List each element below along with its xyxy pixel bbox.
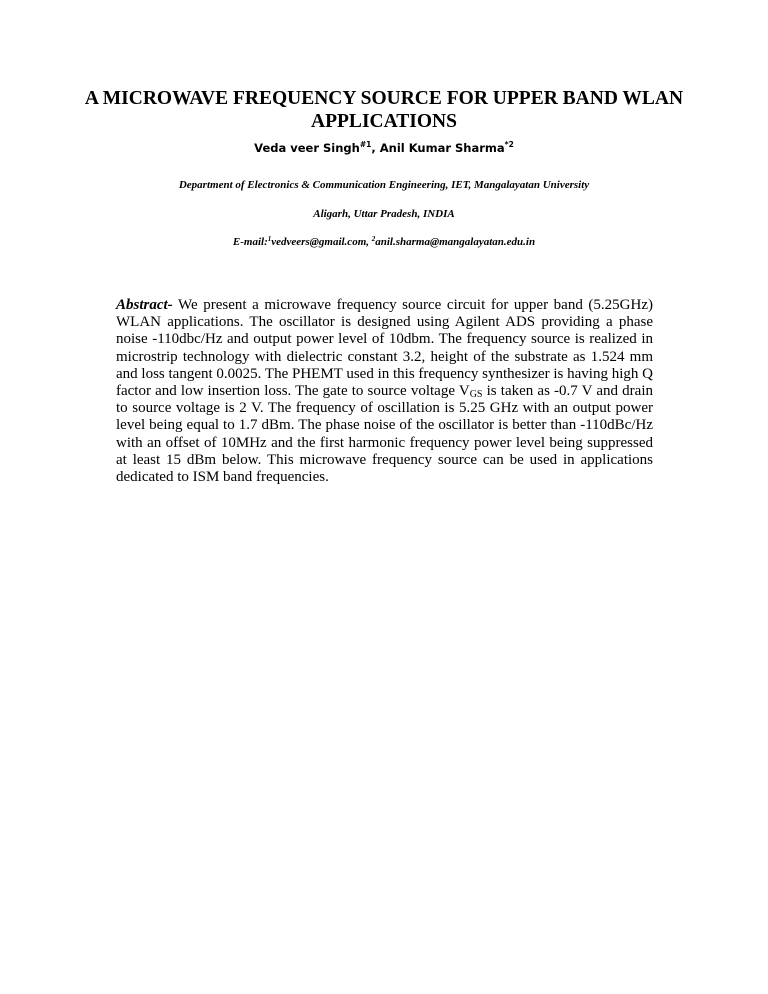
vgs-subscript: GS <box>469 389 483 401</box>
abstract-text-1: We present a microwave frequency source circuit for upper band (5.25GHz) WLAN applications. The oscillator is designed using Agilent ADS providing a phase noise -110dbc/Hz and output power level of 10dbm. The frequency source is realized in microstrip technology with dielectric constant 3.2, height of the substrate as 1.524 mm and loss tangent 0.0025. The PHEMT used in this frequency synthesizer is having high Q factor and low insertion loss. The gate to source voltage V <box>116 297 653 400</box>
email-1-mark: 1 <box>267 235 272 243</box>
location-line: Aligarh, Uttar Pradesh, INDIA <box>313 208 455 220</box>
email-2-mark: 2 <box>371 235 376 243</box>
email-line <box>0 235 768 249</box>
email-2: anil.sharma@mangalayatan.edu.in <box>375 236 536 248</box>
author-1-mark: #1 <box>359 140 372 149</box>
author-separator: , <box>371 141 380 155</box>
abstract-label: Abstract- <box>116 297 173 313</box>
department-line: Department of Electronics & Communication Engineering, IET, Mangalayatan University <box>178 179 590 191</box>
email-prefix: E-mail: <box>232 236 268 248</box>
abstract-text-2: is taken as -0.7 V and drain to source voltage is 2 V. The frequency of oscillation is 5.25 GHz with an output power level being equal to 1.7 dBm. The phase noise of the oscillator is better than -110dBc/Hz with an offset of 10MHz and the first harmonic frequency power level being suppressed at least 15 dBm below. This microwave frequency source can be used in applications dedicated to ISM band frequencies. <box>116 383 653 486</box>
email-1: vedveers@gmail.com, <box>271 236 372 248</box>
author-line <box>0 141 768 155</box>
author-1-name: Veda veer Singh <box>254 141 360 155</box>
author-2-mark: *2 <box>504 140 514 149</box>
abstract-paragraph <box>116 297 653 486</box>
author-2-name: Anil Kumar Sharma <box>379 141 505 155</box>
paper-title: A MICROWAVE FREQUENCY SOURCE FOR UPPER BAND WLAN APPLICATIONS <box>84 88 684 132</box>
